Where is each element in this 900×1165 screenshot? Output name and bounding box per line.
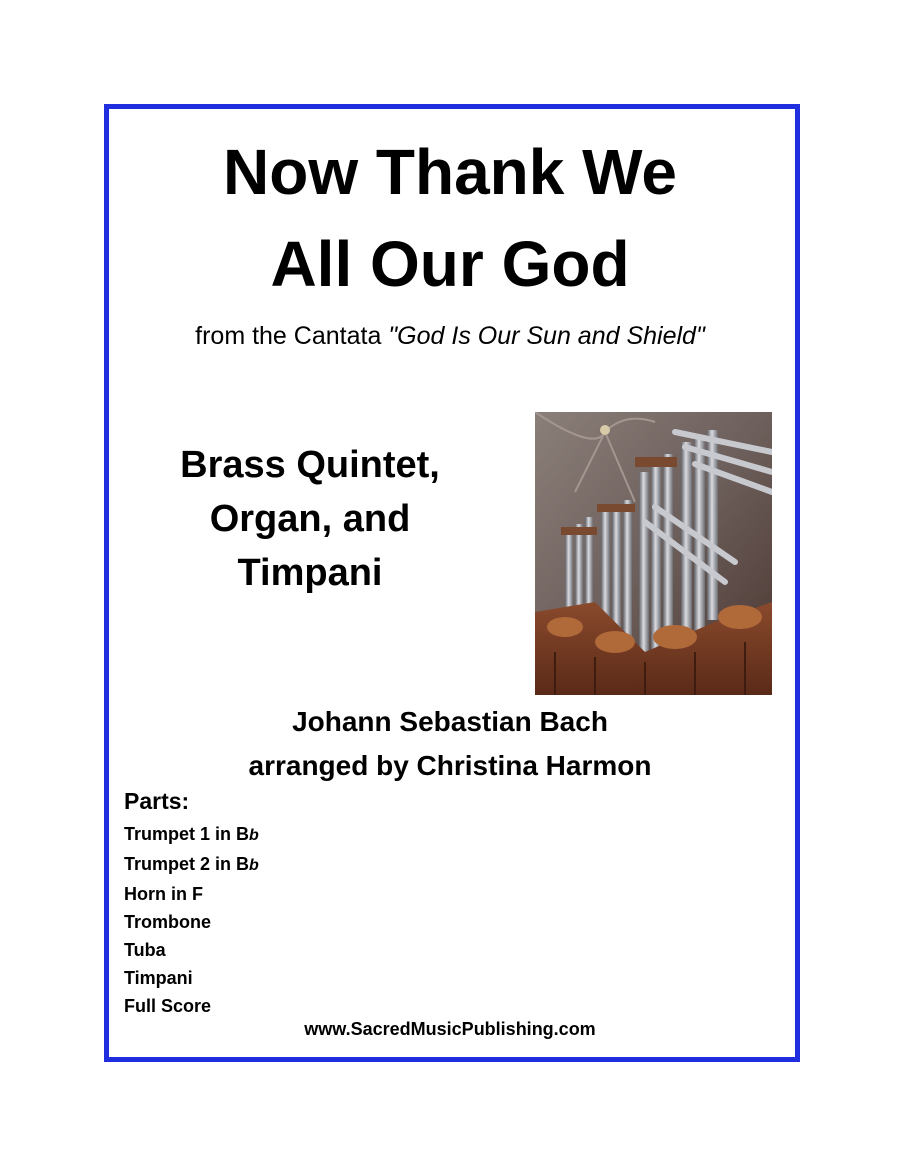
- pipe-organ-photo: [535, 412, 772, 695]
- publisher-website: www.SacredMusicPublishing.com: [304, 1019, 596, 1039]
- title-line-2: All Our God: [270, 228, 630, 300]
- instrumentation: [110, 438, 510, 600]
- list-item: Trombone: [124, 912, 212, 932]
- subtitle-prefix: from the Cantata: [195, 322, 389, 350]
- parts-heading: Parts:: [124, 788, 190, 814]
- title-line-1: Now Thank We: [223, 136, 677, 208]
- subtitle-work: "God Is Our Sun and Shield": [388, 322, 705, 350]
- composer-name: Johann Sebastian Bach: [292, 706, 608, 737]
- list-item: Tuba: [124, 940, 166, 960]
- flat-symbol: b: [249, 827, 259, 844]
- list-item: Trumpet 2 in Bb: [124, 854, 259, 874]
- page-title: [0, 126, 900, 310]
- list-item: Trumpet 1 in Bb: [124, 824, 259, 844]
- instrumentation-line-1: Brass Quintet,: [180, 444, 440, 486]
- flat-symbol: b: [249, 857, 259, 874]
- parts-list: [124, 820, 259, 1020]
- list-item: Timpani: [124, 968, 193, 988]
- instrumentation-line-2: Organ, and: [209, 498, 411, 540]
- subtitle: [0, 322, 900, 351]
- credits: [0, 700, 900, 788]
- arranger-credit: arranged by Christina Harmon: [248, 750, 652, 781]
- list-item: Full Score: [124, 996, 212, 1016]
- list-item: Horn in F: [124, 884, 203, 904]
- instrumentation-line-3: Timpani: [237, 552, 383, 594]
